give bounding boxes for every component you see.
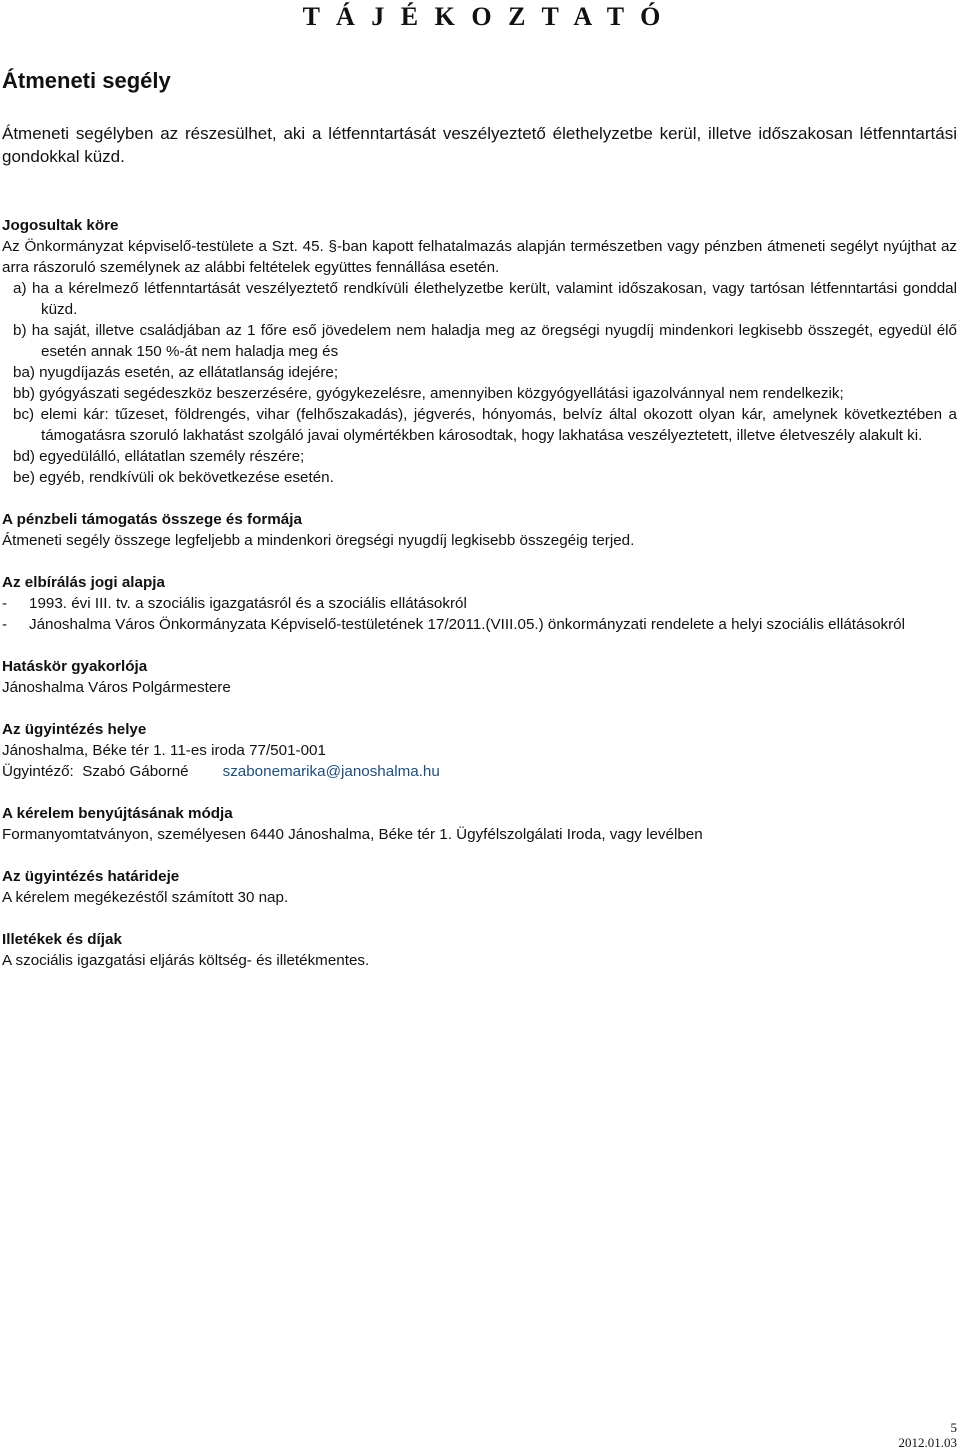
eligibility-item-bc: bc) elemi kár: tűzeset, földrengés, vihar (felhőszakadás), jégverés, hónyomás, belvíz által okozott olyan kár, amelynek következtében a támogatásra szoruló lakhatást szolgáló javai olymértékben károsodtak, hogy lakhatása veszélyeztetett, illetve életveszély alakult ki. bbox=[13, 406, 957, 444]
eligibility-item-ba: ba) nyugdíjazás esetén, az ellátatlanság idejére; bbox=[13, 364, 339, 381]
location-heading: Az ügyintézés helye bbox=[2, 721, 147, 738]
fees-text: A szociális igazgatási eljárás költség- és illetékmentes. bbox=[2, 952, 370, 969]
spacer bbox=[2, 908, 957, 929]
document-title: T Á J É K O Z T A T Ó bbox=[302, 2, 666, 31]
authority-heading: Hatáskör gyakorlója bbox=[2, 658, 148, 675]
legal-basis-item bbox=[2, 614, 957, 635]
location-address: Jánoshalma, Béke tér 1. 11-es iroda 77/501-001 bbox=[2, 742, 326, 759]
fees-heading: Illetékek és díjak bbox=[2, 931, 122, 948]
eligibility-item-bb: bb) gyógyászati segédeszköz beszerzésére, gyógykezelésre, amennyiben közgyógyellátási igazolvánnyal nem rendelkezik; bbox=[13, 385, 844, 402]
eligibility-item-b: b) ha saját, illetve családjában az 1 főre eső jövedelem nem haladja meg az öregségi nyugdíj mindenkori legkisebb összegét, egyedül élő esetén annak 150 %-át nem haladja meg és bbox=[13, 322, 957, 360]
spacer bbox=[2, 635, 957, 656]
legal-basis-heading: Az elbírálás jogi alapja bbox=[2, 574, 165, 591]
eligibility-heading: Jogosultak köre bbox=[2, 217, 119, 234]
spacer bbox=[2, 782, 957, 803]
spacer bbox=[2, 698, 957, 719]
submission-text: Formanyomtatványon, személyesen 6440 Jánoshalma, Béke tér 1. Ügyfélszolgálati Iroda, vagy levélben bbox=[2, 826, 703, 843]
main-heading: Átmeneti segély bbox=[2, 68, 171, 93]
eligibility-item-a: a) ha a kérelmező létfenntartását veszélyeztető rendkívüli élethelyzetbe került, valamint időszakosan, vagy tartósan létfenntartási gonddal küzd. bbox=[13, 280, 957, 318]
clerk-name: Ügyintéző: Szabó Gáborné bbox=[2, 763, 189, 780]
deadline-heading: Az ügyintézés határideje bbox=[2, 868, 180, 885]
legal-basis-item-text: 1993. évi III. tv. a szociális igazgatásról és a szociális ellátásokról bbox=[29, 595, 467, 612]
intro-paragraph: Átmeneti segélyben az részesülhet, aki a létfenntartását veszélyeztető élethelyzetbe kerül, illetve időszakosan létfenntartási gondokkal küzd. bbox=[2, 124, 957, 166]
spacer bbox=[2, 845, 957, 866]
legal-basis-item bbox=[2, 593, 957, 614]
amount-text: Átmeneti segély összege legfeljebb a mindenkori öregségi nyugdíj legkisebb összegéig terjed. bbox=[2, 532, 635, 549]
clerk-line bbox=[2, 761, 957, 782]
amount-heading: A pénzbeli támogatás összege és formája bbox=[2, 511, 302, 528]
dash-bullet: - bbox=[2, 595, 8, 612]
page-number: 5 bbox=[950, 1420, 957, 1435]
authority-text: Jánoshalma Város Polgármestere bbox=[2, 679, 231, 696]
eligibility-text: Az Önkormányzat képviselő-testülete a Szt. 45. §-ban kapott felhatalmazás alapján természetben vagy pénzben átmeneti segélyt nyújthat az arra rászoruló személynek az alábbi feltételek együttes fennállása esetén. bbox=[2, 238, 957, 276]
footer-date: 2012.01.03 bbox=[898, 1435, 957, 1450]
dash-bullet: - bbox=[2, 616, 8, 633]
deadline-text: A kérelem megékezéstől számított 30 nap. bbox=[2, 889, 289, 906]
spacer bbox=[2, 551, 957, 572]
document-body bbox=[2, 215, 957, 971]
clerk-email-link[interactable]: szabonemarika@janoshalma.hu bbox=[222, 763, 440, 780]
eligibility-item-be: be) egyéb, rendkívüli ok bekövetkezése esetén. bbox=[13, 469, 334, 486]
page-footer bbox=[899, 1420, 958, 1450]
submission-heading: A kérelem benyújtásának módja bbox=[2, 805, 233, 822]
eligibility-item-bd: bd) egyedülálló, ellátatlan személy részére; bbox=[13, 448, 305, 465]
spacer bbox=[2, 488, 957, 509]
legal-basis-item-text: Jánoshalma Város Önkormányzata Képviselő-testületének 17/2011.(VIII.05.) önkormányzati rendelete a helyi szociális ellátásokról bbox=[29, 616, 905, 633]
